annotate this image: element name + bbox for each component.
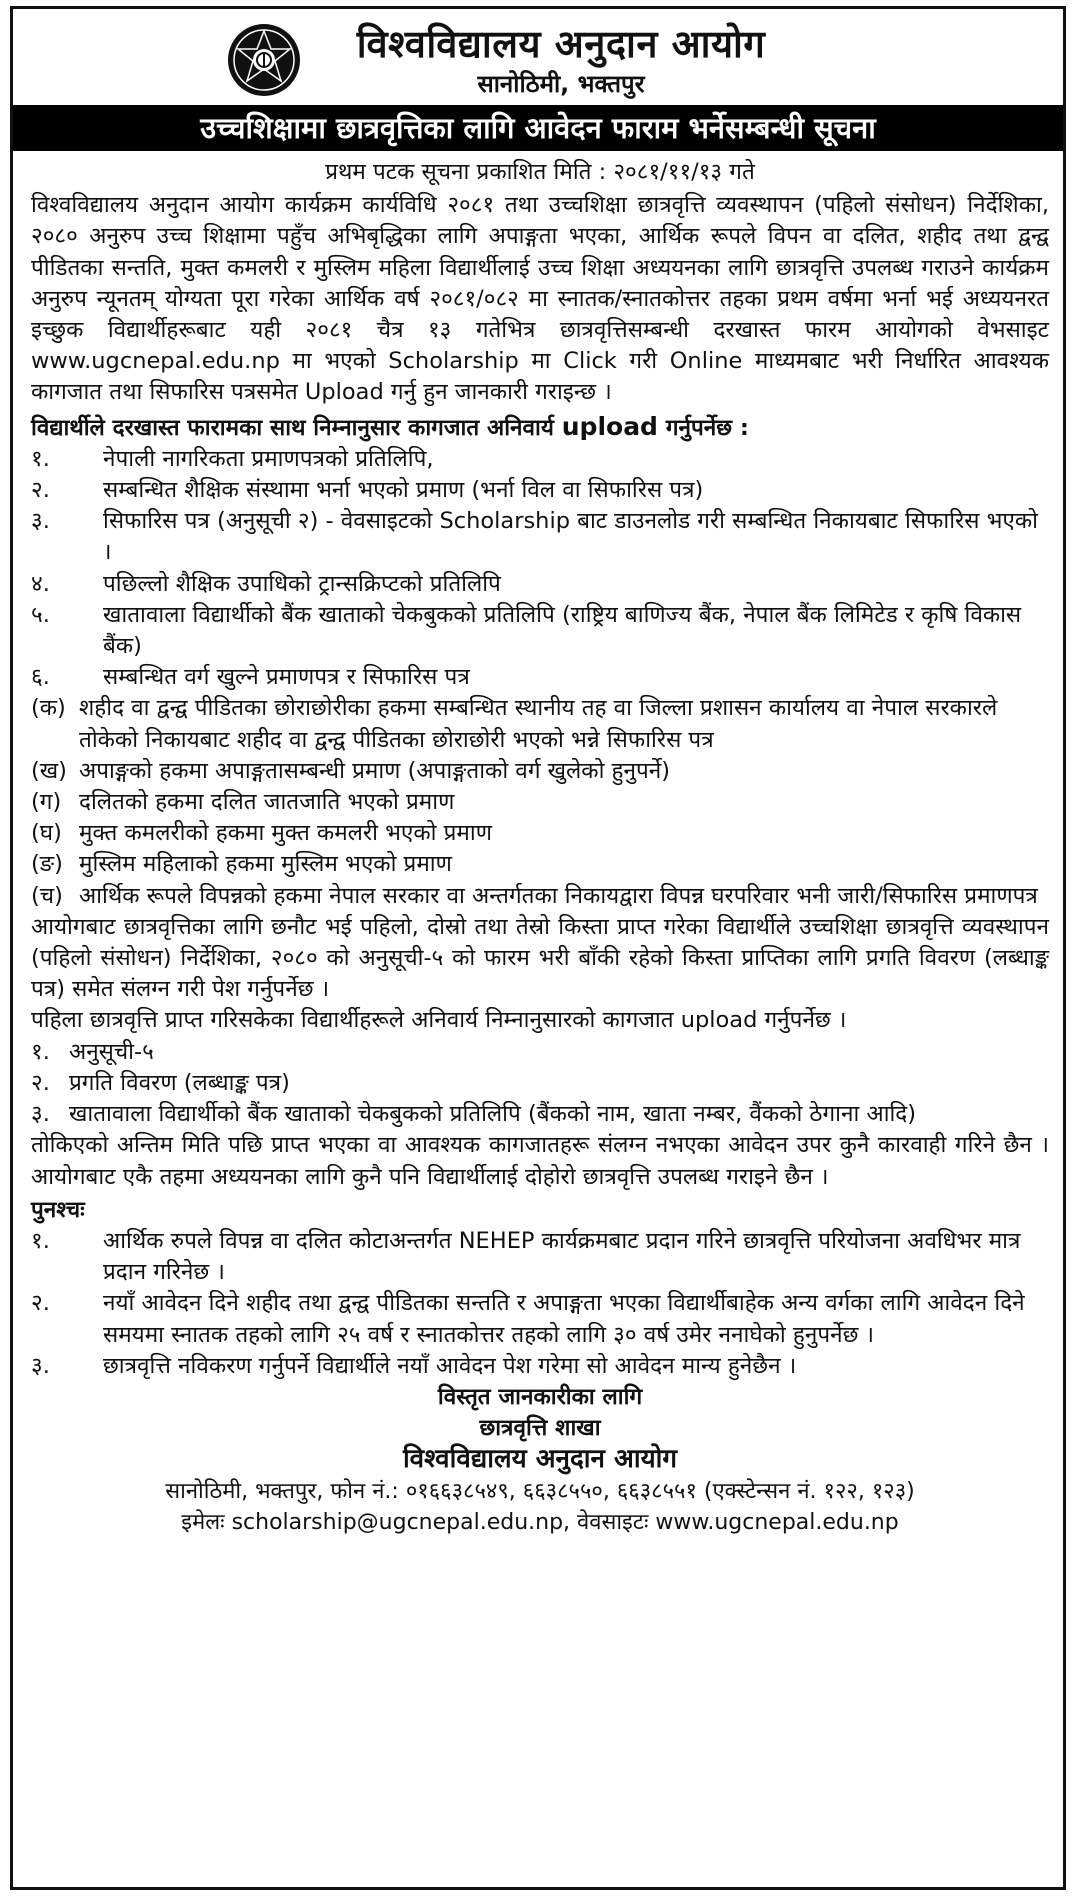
requirements-heading bbox=[31, 411, 1049, 444]
footer-org-name: विश्वविद्यालय अनुदान आयोग bbox=[402, 1444, 678, 1475]
list-item bbox=[31, 787, 1049, 818]
list-item bbox=[31, 600, 1049, 662]
publish-date: प्रथम पटक सूचना प्रकाशित मिति : २०८१/११/१३ गते bbox=[325, 159, 755, 185]
list-number: २. bbox=[31, 477, 50, 504]
list-number: (ङ) bbox=[31, 851, 63, 878]
list-number: ३. bbox=[31, 1101, 50, 1128]
list-number: ४. bbox=[31, 570, 50, 597]
list-number: (घ) bbox=[31, 820, 62, 847]
list-text: नेपाली नागरिकता प्रमाणपत्रको प्रतिलिपि, bbox=[103, 445, 434, 472]
list-number: १. bbox=[31, 445, 50, 472]
intro-paragraph: विश्वविद्यालय अनुदान आयोग कार्यक्रम कार्यविधि २०८१ तथा उच्चशिक्षा छात्रवृत्ति व्यवस्थापन (पहिलो संसोधन) निर्देशिका, २०८० अनुरुप उच्च शिक्षामा पहुँच अभिबृद्धिका लागि अपाङ्गता भएका, आर्थिक रूपले विपन वा दलित, शहीद तथा द्वन्द्व पीडितका सन्तति, मुक्त कमलरी र मुस्लिम महिला विद्यार्थीलाई उच्च शिक्षा अध्ययनका लागि छात्रवृत्ति उपलब्ध गराउने कार्यक्रम अनुरुप न्यूनतम् योग्यता पूरा गरेका आर्थिक वर्ष २०८१/०८२ मा स्नातक/स्नातकोत्तर तहका प्रथम वर्षमा भर्ना भई अध्ययनरत इच्छुक विद्यार्थीहरूबाट यही २०८१ चैत्र १३ गतेभित्र छात्रवृत्तिसम्बन्धी दरखास्त फारम आयोगको वेभसाइट www.ugcnepal.edu.np मा भएको Scholarship मा Click गरी Online माध्यमबाट भरी निर्धारित आवश्यक कागजात तथा सिफारिस पत्रसमेत Upload गर्नु हुन जानकारी गराइन्छ । bbox=[31, 192, 1049, 406]
org-name: विश्वविद्यालय अनुदान आयोग bbox=[356, 22, 766, 66]
org-address: सानोठिमी, भक्तपुर bbox=[477, 70, 645, 98]
list-number: (क) bbox=[31, 695, 66, 722]
list-text: खातावाला विद्यार्थीको बैंक खाताको चेकबुकको प्रतिलिपि (राष्ट्रिय बाणिज्य बैंक, नेपाल बैंक लिमिटेड र कृषि विकास बैंक) bbox=[103, 601, 1022, 660]
requirements-heading-upload: upload bbox=[561, 411, 658, 441]
list-text: छात्रवृत्ति नविकरण गर्नुपर्ने विद्यार्थीले नयाँ आवेदन पेश गरेमा सो आवेदन मान्य हुनेछैन । bbox=[103, 1352, 797, 1379]
list-text: आर्थिक रुपले विपन्न वा दलित कोटाअन्तर्गत NEHEP कार्यक्रमबाट प्रदान गरिने छात्रवृत्ति परियोजना अवधिभर मात्र प्रदान गरिनेछ । bbox=[103, 1227, 1021, 1286]
list-item bbox=[31, 881, 1049, 912]
list-item bbox=[31, 849, 1049, 880]
previous-recipients-list bbox=[31, 1037, 1049, 1131]
list-item bbox=[31, 1037, 1049, 1068]
list-item bbox=[31, 1351, 1049, 1382]
list-item bbox=[31, 693, 1049, 755]
list-text: खातावाला विद्यार्थीको बैंक खाताको चेकबुकको प्रतिलिपि (बैंकको नाम, खाता नम्बर, वैंकको ठेगाना आदि) bbox=[69, 1101, 917, 1128]
continuing-paragraph: आयोगबाट छात्रवृत्तिका लागि छनौट भई पहिलो, दोस्रो तथा तेस्रो किस्ता प्राप्त गरेका विद्यार्थीले उच्चशिक्षा छात्रवृत्ति व्यवस्थापन (पहिलो संसोधन) निर्देशिका, २०८० को अनुसूची-५ को फारम भरी बाँकी रहेको किस्ता प्राप्तिका लागि प्रगति विवरण (लब्धाङ्क पत्र) समेत संलग्न गरी पेश गर्नुपर्नेछ । bbox=[31, 913, 1049, 1003]
list-number: ६. bbox=[31, 664, 50, 691]
list-number: १. bbox=[31, 1038, 50, 1065]
list-text: सम्बन्धित वर्ग खुल्ने प्रमाणपत्र र सिफारिस पत्र bbox=[103, 664, 470, 691]
list-number: ५. bbox=[31, 601, 50, 628]
list-item bbox=[31, 1226, 1049, 1288]
list-text: नयाँ आवेदन दिने शहीद तथा द्वन्द्व पीडितका सन्तति र अपाङ्गता भएका विद्यार्थीबाहेक अन्य वर्गका लागि आवेदन दिने समयमा स्नातक तहको लागि २५ वर्ष र स्नातकोत्तर तहको लागि ३० वर्ष उमेर ननाघेको हुनुपर्नेछ । bbox=[103, 1290, 1025, 1348]
list-item bbox=[31, 756, 1049, 787]
list-number: ३. bbox=[31, 1352, 50, 1379]
postscript-label: पुनश्चः bbox=[31, 1196, 85, 1223]
list-number: १. bbox=[31, 1227, 50, 1254]
list-item bbox=[31, 506, 1049, 568]
list-number: (ख) bbox=[31, 757, 67, 784]
footer-section-name: छात्रवृत्ति शाखा bbox=[479, 1415, 601, 1442]
list-item bbox=[31, 1099, 1049, 1130]
list-text: आर्थिक रूपले विपन्नको हकमा नेपाल सरकार वा अन्तर्गतका निकायद्वारा विपन्न घरपरिवार भनी जारी/सिफारिस प्रमाणपत्र bbox=[79, 882, 1038, 909]
list-text: प्रगति विवरण (लब्धाङ्क पत्र) bbox=[69, 1069, 290, 1096]
list-number: (ग) bbox=[31, 789, 62, 816]
ugc-emblem-icon bbox=[227, 23, 301, 97]
requirements-heading-suffix: गर्नुपर्नेछ : bbox=[665, 414, 749, 441]
notice-body bbox=[13, 151, 1063, 1538]
postscript-list bbox=[31, 1226, 1049, 1382]
masthead bbox=[13, 9, 1063, 105]
list-text: दलितको हकमा दलित जातजाति भएको प्रमाण bbox=[79, 789, 455, 816]
footer-address-phone: सानोठिमी, भक्तपुर, फोन नं.: ०१६६३८५४९, ६६३८५५०, ६६३८५५१ (एक्स्टेन्सन नं. १२२, १२३) bbox=[165, 1478, 915, 1504]
list-number: २. bbox=[31, 1069, 50, 1096]
list-number: २. bbox=[31, 1290, 50, 1317]
list-item bbox=[31, 818, 1049, 849]
list-text: अपाङ्गको हकमा अपाङ्गतासम्बन्धी प्रमाण (अपाङ्गताको वर्ग खुलेको हुनुपर्ने) bbox=[79, 757, 671, 784]
list-item bbox=[31, 475, 1049, 506]
list-number: (च) bbox=[31, 882, 63, 909]
notice-title: उच्चशिक्षामा छात्रवृत्तिका लागि आवेदन फाराम भर्नेसम्बन्धी सूचना bbox=[13, 105, 1063, 151]
list-text: मुस्लिम महिलाको हकमा मुस्लिम भएको प्रमाण bbox=[79, 851, 452, 878]
list-item bbox=[31, 1068, 1049, 1099]
requirements-list bbox=[31, 444, 1049, 694]
notice-page bbox=[10, 6, 1066, 1890]
list-text: सम्बन्धित शैक्षिक संस्थामा भर्ना भएको प्रमाण (भर्ना विल वा सिफारिस पत्र) bbox=[103, 477, 704, 504]
list-item bbox=[31, 662, 1049, 693]
previous-recipients-heading: पहिला छात्रवृत्ति प्राप्त गरिसकेका विद्यार्थीहरूले अनिवार्य निम्नानुसारको कागजात upload गर्नुपर्नेछ । bbox=[31, 1007, 847, 1034]
list-text: पछिल्लो शैक्षिक उपाधिको ट्रान्सक्रिप्टको प्रतिलिपि bbox=[103, 570, 501, 597]
list-text: सिफारिस पत्र (अनुसूची २) - वेवसाइटको Scholarship बाट डाउनलोड गरी सम्बन्धित निकायबाट सिफारिस भएको । bbox=[103, 508, 1038, 566]
list-item bbox=[31, 1288, 1049, 1350]
list-number: ३. bbox=[31, 508, 50, 535]
list-item bbox=[31, 569, 1049, 600]
deadline-paragraph: तोकिएको अन्तिम मिति पछि प्राप्त भएका वा आवश्यक कागजातहरू संलग्न नभएका आवेदन उपर कुनै कारवाही गरिने छैन । आयोगबाट एकै तहमा अध्ययनका लागि कुनै पनि विद्यार्थीलाई दोहोरो छात्रवृत्ति उपलब्ध गराइने छैन । bbox=[31, 1132, 1049, 1190]
footer-email-website: इमेलः scholarship@ugcnepal.edu.np, वेवसाइटः www.ugcnepal.edu.np bbox=[181, 1509, 899, 1535]
requirements-heading-prefix: विद्यार्थीले दरखास्त फारामका साथ निम्नानुसार कागजात अनिवार्य bbox=[31, 414, 554, 441]
footer-info-line: विस्तृत जानकारीका लागि bbox=[437, 1383, 643, 1410]
list-text: शहीद वा द्वन्द्व पीडितका छोराछोरीका हकमा सम्बन्धित स्थानीय तह वा जिल्ला प्रशासन कार्यालय वा नेपाल सरकारले तोकेको निकायबाट शहीद वा द्वन्द्व पीडितका छोराछोरी भएको भन्ने सिफारिस पत्र bbox=[79, 695, 998, 753]
list-text: मुक्त कमलरीको हकमा मुक्त कमलरी भएको प्रमाण bbox=[79, 820, 492, 847]
footer bbox=[31, 1382, 1049, 1538]
list-item bbox=[31, 444, 1049, 475]
list-text: अनुसूची-५ bbox=[69, 1038, 154, 1065]
sub-requirements-list bbox=[31, 693, 1049, 911]
